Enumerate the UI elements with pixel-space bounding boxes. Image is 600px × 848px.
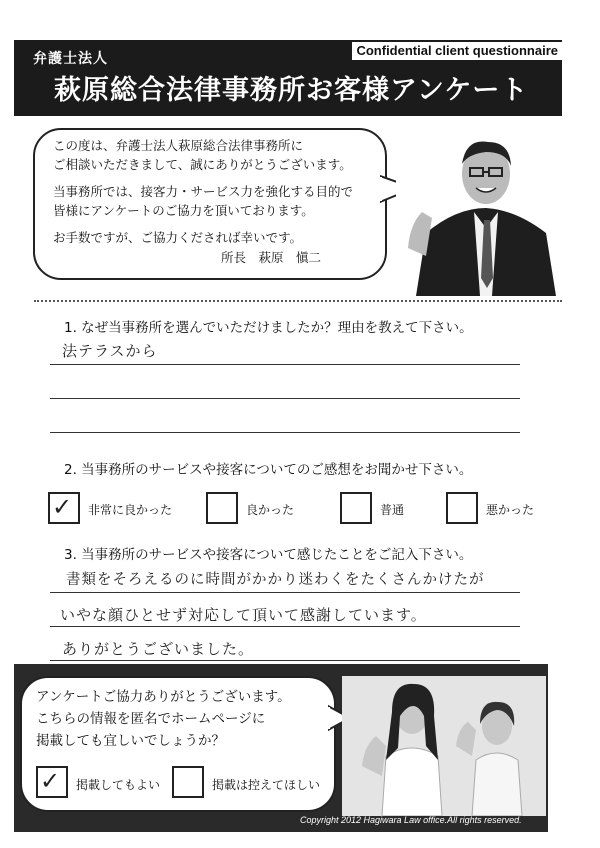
- option-bad: 悪かった: [486, 503, 535, 517]
- staff-photo: [342, 676, 546, 816]
- consent-line: [36, 708, 326, 730]
- answer-3-line-2: いやな顔ひとせず対応して頂いて感謝しています。: [60, 606, 427, 624]
- option-allow: 掲載してもよい: [76, 778, 161, 792]
- consent-line: 掲載しても宜しいでしょうか？: [36, 733, 225, 749]
- copyright: Copyright 2012 Hagiwara Law office.All rights reserved.: [300, 815, 522, 825]
- question-1: 1. なぜ当事務所を選んでいただけましたか？理由を教えて下さい。: [64, 320, 473, 336]
- question-3: 3. 当事務所のサービスや接客について感じたことをご記入下さい。: [64, 547, 473, 563]
- consent-line: アンケートご協力ありがとうございます。: [36, 689, 291, 705]
- check-mark-icon: ✓: [40, 767, 61, 795]
- answer-1: 法テラスから: [62, 342, 158, 360]
- page-title: 萩原総合法律事務所お客様アンケート: [54, 75, 529, 106]
- answer-line: [50, 592, 520, 593]
- check-mark-icon: ✓: [52, 493, 73, 521]
- section-divider: [34, 300, 562, 302]
- greeting-line: この度は、弁護士法人萩原総合法律事務所に: [53, 138, 304, 153]
- answer-3-line-1: 書類をそろえるのに時間がかかり迷わくをたくさんかけたが: [66, 572, 485, 588]
- signature: 所長 萩原 愼二: [221, 250, 322, 265]
- greeting-bubble: [33, 128, 387, 280]
- header-subtitle: Confidential client questionnaire: [352, 42, 562, 60]
- option-decline: 掲載は控えてほしい: [212, 778, 321, 792]
- greeting-line: 皆様にアンケートのご協力を頂いております。: [53, 203, 314, 218]
- checkbox-decline[interactable]: [172, 766, 204, 798]
- checkbox-good[interactable]: [206, 492, 238, 524]
- answer-line: [50, 626, 520, 627]
- greeting-line: ご相談いただきまして、誠にありがとうございます。: [53, 157, 352, 172]
- lawyer-photo: [396, 128, 564, 296]
- answer-line: [50, 364, 520, 365]
- consent-bubble: [20, 676, 336, 812]
- greeting-line: お手数ですが、ご協力くだされば幸いです。: [53, 230, 303, 245]
- answer-line: [50, 398, 520, 399]
- question-2: 2. 当事務所のサービスや接客についてのご感想をお聞かせ下さい。: [64, 462, 473, 478]
- greeting-line: 当事務所では、接客力・サービス力を強化する目的で: [53, 184, 354, 199]
- option-average: 普通: [380, 503, 405, 517]
- option-good: 良かった: [246, 503, 295, 517]
- checkbox-bad[interactable]: [446, 492, 478, 524]
- consent-line-text: こちらの情報を匿名でホームページに: [36, 711, 266, 727]
- answer-3-line-3: ありがとうございました。: [62, 640, 255, 658]
- header-eyebrow: 弁護士法人: [33, 51, 108, 67]
- answer-line: [50, 660, 520, 661]
- checkbox-average[interactable]: [340, 492, 372, 524]
- answer-line: [50, 432, 520, 433]
- option-very-good: 非常に良かった: [88, 503, 173, 517]
